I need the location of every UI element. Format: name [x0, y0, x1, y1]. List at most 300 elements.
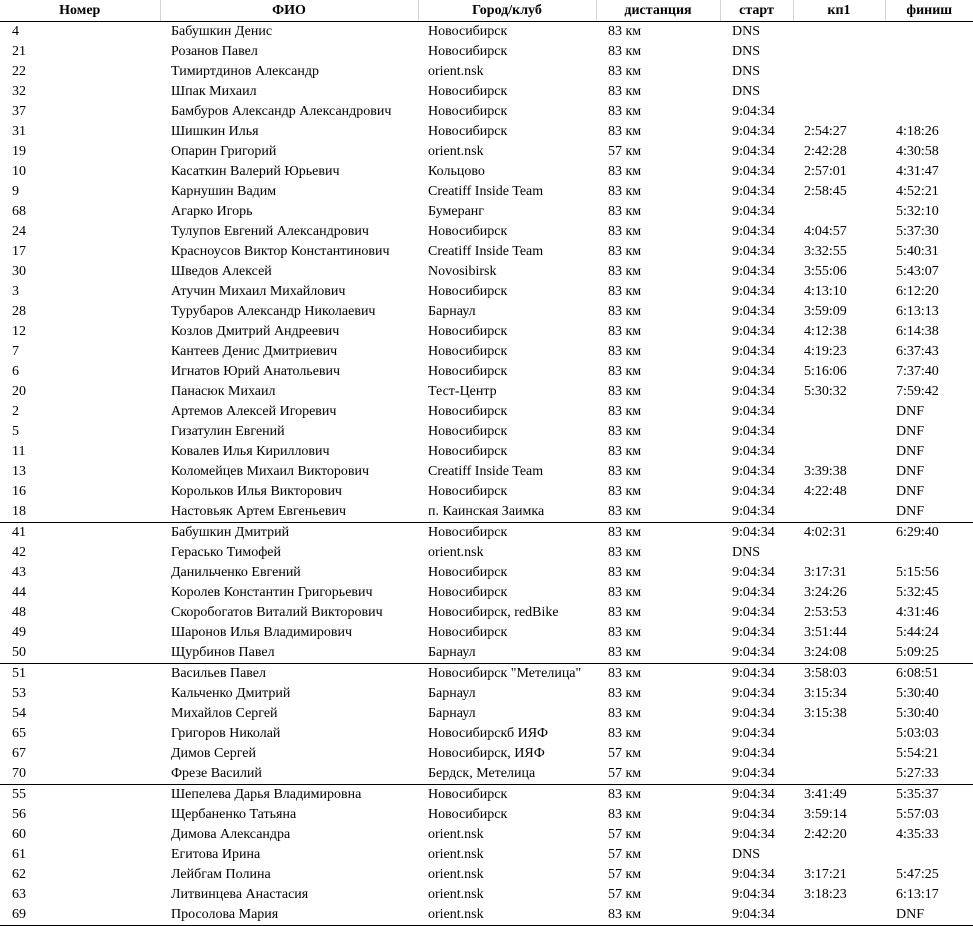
cell-club: Новосибирск, ИЯФ: [428, 746, 545, 761]
cell-cp1: 3:24:26: [804, 585, 847, 600]
cell-number: 5: [12, 424, 19, 439]
cell-finish: 4:52:21: [896, 184, 939, 199]
table-row[interactable]: [0, 362, 973, 382]
table-row[interactable]: [0, 704, 973, 724]
table-row[interactable]: [0, 62, 973, 82]
cell-cp1: 4:04:57: [804, 224, 847, 239]
cell-cp1: [793, 42, 885, 62]
cell-distance: 57 км: [608, 144, 642, 159]
cell-distance: 83 км: [608, 244, 642, 259]
cell-club: orient.nsk: [428, 827, 484, 842]
cell-finish: 5:35:37: [896, 787, 939, 802]
cell-distance: 83 км: [608, 645, 642, 660]
table-row[interactable]: [0, 543, 973, 563]
cell-distance: 83 км: [608, 224, 642, 239]
column-header-number[interactable]: Номер: [0, 0, 160, 22]
table-row[interactable]: [0, 684, 973, 704]
cell-cp1: 2:54:27: [804, 124, 847, 139]
cell-cp1: [793, 82, 885, 102]
cell-finish: [885, 22, 973, 43]
cell-finish: 5:44:24: [896, 625, 939, 640]
cell-cp1: 3:51:44: [804, 625, 847, 640]
table-row[interactable]: [0, 442, 973, 462]
table-row[interactable]: [0, 422, 973, 442]
cell-name: Литвинцева Анастасия: [171, 887, 309, 902]
cell-finish: DNF: [896, 464, 925, 479]
cell-cp1: 3:55:06: [804, 264, 847, 279]
cell-start: DNS: [732, 84, 761, 99]
cell-number: 2: [12, 404, 19, 419]
cell-distance: 83 км: [608, 807, 642, 822]
cell-cp1: 5:16:06: [804, 364, 847, 379]
table-row[interactable]: [0, 523, 973, 544]
table-row[interactable]: [0, 643, 973, 664]
cell-club: Новосибирск: [428, 104, 508, 119]
cell-club: Новосибирск: [428, 224, 508, 239]
cell-number: 12: [12, 324, 26, 339]
cell-start: 9:04:34: [732, 867, 775, 882]
cell-name: Карнушин Вадим: [171, 184, 277, 199]
cell-number: 9: [12, 184, 19, 199]
cell-number: 48: [12, 605, 26, 620]
cell-cp1: 3:39:38: [804, 464, 847, 479]
table-row[interactable]: [0, 222, 973, 242]
cell-name: Бабушкин Денис: [171, 24, 273, 39]
cell-cp1: 2:53:53: [804, 605, 847, 620]
cell-distance: 83 км: [608, 384, 642, 399]
cell-distance: 83 км: [608, 204, 642, 219]
table-row[interactable]: [0, 744, 973, 764]
cell-start: 9:04:34: [732, 565, 775, 580]
cell-finish: 4:35:33: [896, 827, 939, 842]
cell-name: Настовьяк Артем Евгеньевич: [171, 504, 346, 519]
cell-cp1: [793, 543, 885, 563]
cell-cp1: 3:41:49: [804, 787, 847, 802]
cell-distance: 83 км: [608, 545, 642, 560]
cell-distance: 57 км: [608, 867, 642, 882]
cell-start: 9:04:34: [732, 124, 775, 139]
cell-cp1: [793, 62, 885, 82]
cell-start: 9:04:34: [732, 304, 775, 319]
cell-cp1: [793, 402, 885, 422]
cell-finish: 5:47:25: [896, 867, 939, 882]
cell-number: 67: [12, 746, 26, 761]
cell-number: 53: [12, 686, 26, 701]
cell-number: 60: [12, 827, 26, 842]
cell-cp1: 3:59:14: [804, 807, 847, 822]
cell-club: Новосибирск: [428, 484, 508, 499]
cell-distance: 83 км: [608, 164, 642, 179]
cell-start: 9:04:34: [732, 686, 775, 701]
cell-distance: 83 км: [608, 44, 642, 59]
cell-start: 9:04:34: [732, 184, 775, 199]
cell-club: Новосибирск: [428, 364, 508, 379]
cell-number: 30: [12, 264, 26, 279]
cell-finish: 6:37:43: [896, 344, 939, 359]
cell-finish: 6:14:38: [896, 324, 939, 339]
cell-club: Новосибирск: [428, 625, 508, 640]
table-row[interactable]: [0, 623, 973, 643]
cell-name: Михайлов Сергей: [171, 706, 278, 721]
cell-cp1: 3:32:55: [804, 244, 847, 259]
cell-start: 9:04:34: [732, 585, 775, 600]
cell-number: 7: [12, 344, 19, 359]
cell-start: 9:04:34: [732, 726, 775, 741]
cell-name: Фрезе Василий: [171, 766, 262, 781]
cell-finish: 6:08:51: [896, 666, 939, 681]
cell-cp1: 3:15:38: [804, 706, 847, 721]
cell-finish: 5:15:56: [896, 565, 939, 580]
table-row[interactable]: [0, 302, 973, 322]
table-row[interactable]: [0, 664, 973, 685]
cell-name: Гизатулин Евгений: [171, 424, 285, 439]
cell-finish: 7:37:40: [896, 364, 939, 379]
cell-start: DNS: [732, 24, 761, 39]
cell-cp1: [793, 744, 885, 764]
cell-distance: 57 км: [608, 887, 642, 902]
cell-distance: 83 км: [608, 585, 642, 600]
cell-club: orient.nsk: [428, 887, 484, 902]
cell-cp1: 4:02:31: [804, 525, 847, 540]
table-row[interactable]: [0, 905, 973, 926]
cell-start: 9:04:34: [732, 224, 775, 239]
cell-number: 19: [12, 144, 26, 159]
cell-club: Новосибирск: [428, 525, 508, 540]
cell-name: Данильченко Евгений: [171, 565, 301, 580]
cell-club: Барнаул: [428, 645, 476, 660]
cell-name: Герасько Тимофей: [171, 545, 281, 560]
table-row[interactable]: [0, 282, 973, 302]
table-row[interactable]: [0, 182, 973, 202]
cell-club: Новосибирск: [428, 284, 508, 299]
cell-number: 68: [12, 204, 26, 219]
table-row[interactable]: [0, 122, 973, 142]
table-row[interactable]: [0, 785, 973, 806]
table-row[interactable]: [0, 764, 973, 785]
cell-finish: [885, 845, 973, 865]
cell-number: 61: [12, 847, 26, 862]
table-row[interactable]: [0, 462, 973, 482]
cell-cp1: 3:59:09: [804, 304, 847, 319]
cell-cp1: [793, 22, 885, 43]
table-row[interactable]: [0, 885, 973, 905]
cell-finish: DNF: [896, 504, 925, 519]
cell-name: Корольков Илья Викторович: [171, 484, 342, 499]
table-row[interactable]: [0, 845, 973, 865]
cell-distance: 83 км: [608, 264, 642, 279]
cell-distance: 83 км: [608, 565, 642, 580]
table-row[interactable]: [0, 22, 973, 43]
cell-number: 11: [12, 444, 26, 459]
cell-cp1: 4:19:23: [804, 344, 847, 359]
column-header-finish[interactable]: финиш: [885, 0, 973, 22]
cell-name: Димова Александра: [171, 827, 291, 842]
table-row[interactable]: [0, 342, 973, 362]
table-row[interactable]: [0, 583, 973, 603]
table-row[interactable]: [0, 42, 973, 62]
cell-club: Новосибирскб ИЯФ: [428, 726, 549, 741]
cell-cp1: 4:13:10: [804, 284, 847, 299]
cell-number: 32: [12, 84, 26, 99]
cell-distance: 83 км: [608, 104, 642, 119]
cell-start: 9:04:34: [732, 807, 775, 822]
cell-distance: 83 км: [608, 404, 642, 419]
cell-start: 9:04:34: [732, 404, 775, 419]
cell-finish: [885, 42, 973, 62]
cell-cp1: [793, 422, 885, 442]
cell-name: Лейбгам Полина: [171, 867, 271, 882]
table-row[interactable]: [0, 805, 973, 825]
cell-finish: 4:30:58: [896, 144, 939, 159]
cell-club: Новосибирск: [428, 404, 508, 419]
cell-distance: 83 км: [608, 304, 642, 319]
cell-cp1: 2:57:01: [804, 164, 847, 179]
cell-cp1: 2:58:45: [804, 184, 847, 199]
cell-number: 3: [12, 284, 19, 299]
cell-name: Турубаров Александр Николаевич: [171, 304, 376, 319]
cell-start: DNS: [732, 44, 761, 59]
cell-number: 44: [12, 585, 26, 600]
column-header-name[interactable]: ФИО: [160, 0, 418, 22]
cell-club: Барнаул: [428, 304, 476, 319]
cell-start: 9:04:34: [732, 706, 775, 721]
cell-finish: 5:32:45: [896, 585, 939, 600]
cell-name: Кальченко Дмитрий: [171, 686, 291, 701]
cell-name: Панасюк Михаил: [171, 384, 276, 399]
cell-club: Барнаул: [428, 706, 476, 721]
cell-start: 9:04:34: [732, 666, 775, 681]
cell-number: 54: [12, 706, 26, 721]
cell-cp1: 2:42:20: [804, 827, 847, 842]
cell-number: 18: [12, 504, 26, 519]
table-row[interactable]: [0, 142, 973, 162]
cell-start: 9:04:34: [732, 605, 775, 620]
cell-cp1: [793, 442, 885, 462]
cell-number: 10: [12, 164, 26, 179]
cell-cp1: [793, 502, 885, 523]
cell-name: Скоробогатов Виталий Викторович: [171, 605, 383, 620]
cell-cp1: [793, 764, 885, 785]
cell-number: 42: [12, 545, 26, 560]
cell-club: Creatiff Inside Team: [428, 464, 544, 479]
cell-finish: DNF: [896, 907, 925, 922]
table-row[interactable]: [0, 603, 973, 623]
cell-start: 9:04:34: [732, 444, 775, 459]
cell-finish: 5:37:30: [896, 224, 939, 239]
cell-club: Новосибирск: [428, 585, 508, 600]
table-row[interactable]: [0, 563, 973, 583]
cell-club: Новосибирск: [428, 124, 508, 139]
cell-name: Димов Сергей: [171, 746, 256, 761]
cell-start: 9:04:34: [732, 504, 775, 519]
cell-distance: 83 км: [608, 84, 642, 99]
cell-finish: [885, 543, 973, 563]
cell-club: orient.nsk: [428, 867, 484, 882]
cell-cp1: 3:17:21: [804, 867, 847, 882]
cell-cp1: 3:17:31: [804, 565, 847, 580]
cell-start: 9:04:34: [732, 204, 775, 219]
table-row[interactable]: [0, 402, 973, 422]
cell-distance: 57 км: [608, 847, 642, 862]
cell-start: 9:04:34: [732, 144, 775, 159]
column-header-start[interactable]: старт: [720, 0, 793, 22]
cell-start: 9:04:34: [732, 344, 775, 359]
cell-club: Бердск, Метелица: [428, 766, 536, 781]
column-header-distance[interactable]: дистанция: [596, 0, 720, 22]
cell-finish: 6:13:13: [896, 304, 939, 319]
cell-name: Опарин Григорий: [171, 144, 277, 159]
column-header-cp1[interactable]: кп1: [793, 0, 885, 22]
cell-number: 65: [12, 726, 26, 741]
cell-club: orient.nsk: [428, 545, 484, 560]
cell-number: 69: [12, 907, 26, 922]
cell-finish: 5:54:21: [896, 746, 939, 761]
cell-number: 16: [12, 484, 26, 499]
cell-club: п. Каинская Заимка: [428, 504, 545, 519]
cell-name: Ковалев Илья Кириллович: [171, 444, 330, 459]
cell-name: Григоров Николай: [171, 726, 281, 741]
cell-start: 9:04:34: [732, 244, 775, 259]
result-group: [0, 22, 973, 523]
header-row: [0, 0, 973, 22]
cell-number: 37: [12, 104, 26, 119]
cell-name: Егитова Ирина: [171, 847, 261, 862]
result-group: [0, 523, 973, 664]
cell-distance: 83 км: [608, 184, 642, 199]
cell-number: 13: [12, 464, 26, 479]
cell-number: 24: [12, 224, 26, 239]
cell-finish: 6:13:17: [896, 887, 939, 902]
cell-distance: 83 км: [608, 706, 642, 721]
cell-distance: 83 км: [608, 344, 642, 359]
cell-number: 6: [12, 364, 19, 379]
cell-club: Creatiff Inside Team: [428, 244, 544, 259]
cell-finish: [885, 102, 973, 122]
table-row[interactable]: [0, 382, 973, 402]
cell-start: 9:04:34: [732, 827, 775, 842]
cell-distance: 83 км: [608, 444, 642, 459]
cell-name: Шишкин Илья: [171, 124, 259, 139]
cell-club: Новосибирск: [428, 424, 508, 439]
cell-finish: 4:31:46: [896, 605, 939, 620]
cell-number: 21: [12, 44, 26, 59]
cell-cp1: [793, 724, 885, 744]
table-row[interactable]: [0, 482, 973, 502]
cell-club: Барнаул: [428, 686, 476, 701]
table-row[interactable]: [0, 82, 973, 102]
cell-club: orient.nsk: [428, 907, 484, 922]
cell-number: 56: [12, 807, 26, 822]
cell-finish: 5:30:40: [896, 706, 939, 721]
table-row[interactable]: [0, 724, 973, 744]
cell-name: Тулупов Евгений Александрович: [171, 224, 369, 239]
cell-start: DNS: [732, 847, 761, 862]
cell-cp1: [793, 905, 885, 926]
cell-name: Агарко Игорь: [171, 204, 253, 219]
cell-start: 9:04:34: [732, 364, 775, 379]
cell-club: Новосибирск: [428, 324, 508, 339]
cell-start: 9:04:34: [732, 887, 775, 902]
table-row[interactable]: [0, 262, 973, 282]
table-row[interactable]: [0, 242, 973, 262]
cell-distance: 83 км: [608, 726, 642, 741]
cell-name: Касаткин Валерий Юрьевич: [171, 164, 340, 179]
cell-club: Новосибирск: [428, 565, 508, 580]
cell-club: Новосибирск: [428, 444, 508, 459]
cell-club: Бумеранг: [428, 204, 485, 219]
cell-distance: 83 км: [608, 605, 642, 620]
cell-finish: 4:31:47: [896, 164, 939, 179]
cell-start: 9:04:34: [732, 164, 775, 179]
table-row[interactable]: [0, 865, 973, 885]
cell-name: Атучин Михаил Михайлович: [171, 284, 346, 299]
cell-name: Козлов Дмитрий Андреевич: [171, 324, 340, 339]
cell-name: Артемов Алексей Игоревич: [171, 404, 337, 419]
cell-finish: 5:27:33: [896, 766, 939, 781]
cell-start: 9:04:34: [732, 484, 775, 499]
cell-distance: 83 км: [608, 787, 642, 802]
cell-name: Тимиртдинов Александр: [171, 64, 319, 79]
cell-finish: 5:09:25: [896, 645, 939, 660]
table-row[interactable]: [0, 502, 973, 523]
table-row[interactable]: [0, 162, 973, 182]
cell-start: DNS: [732, 545, 761, 560]
table-row[interactable]: [0, 322, 973, 342]
cell-distance: 83 км: [608, 24, 642, 39]
cell-number: 31: [12, 124, 26, 139]
cell-name: Просолова Мария: [171, 907, 279, 922]
table-row[interactable]: [0, 202, 973, 222]
cell-club: Новосибирск: [428, 84, 508, 99]
cell-distance: 83 км: [608, 324, 642, 339]
cell-finish: 5:32:10: [896, 204, 939, 219]
cell-number: 49: [12, 625, 26, 640]
cell-name: Игнатов Юрий Анатольевич: [171, 364, 341, 379]
cell-distance: 83 км: [608, 64, 642, 79]
cell-club: Новосибирск: [428, 24, 508, 39]
cell-cp1: [793, 202, 885, 222]
result-group: [0, 785, 973, 926]
cell-number: 51: [12, 666, 26, 681]
cell-start: 9:04:34: [732, 384, 775, 399]
cell-cp1: 2:42:28: [804, 144, 847, 159]
cell-name: Шепелева Дарья Владимировна: [171, 787, 362, 802]
table-row[interactable]: [0, 825, 973, 845]
cell-club: Новосибирск: [428, 44, 508, 59]
cell-start: 9:04:34: [732, 907, 775, 922]
column-header-club[interactable]: Город/клуб: [418, 0, 596, 22]
cell-club: Тест-Центр: [428, 384, 497, 399]
cell-start: 9:04:34: [732, 104, 775, 119]
cell-name: Розанов Павел: [171, 44, 258, 59]
cell-cp1: [793, 102, 885, 122]
cell-club: orient.nsk: [428, 847, 484, 862]
cell-club: Новосибирск: [428, 344, 508, 359]
cell-name: Щурбинов Павел: [171, 645, 275, 660]
table-row[interactable]: [0, 102, 973, 122]
cell-cp1: 3:15:34: [804, 686, 847, 701]
cell-distance: 83 км: [608, 464, 642, 479]
cell-distance: 83 км: [608, 484, 642, 499]
cell-number: 20: [12, 384, 26, 399]
cell-name: Бабушкин Дмитрий: [171, 525, 290, 540]
cell-finish: 5:40:31: [896, 244, 939, 259]
cell-distance: 57 км: [608, 827, 642, 842]
cell-distance: 83 км: [608, 124, 642, 139]
cell-number: 70: [12, 766, 26, 781]
cell-finish: DNF: [896, 424, 925, 439]
cell-distance: 83 км: [608, 525, 642, 540]
